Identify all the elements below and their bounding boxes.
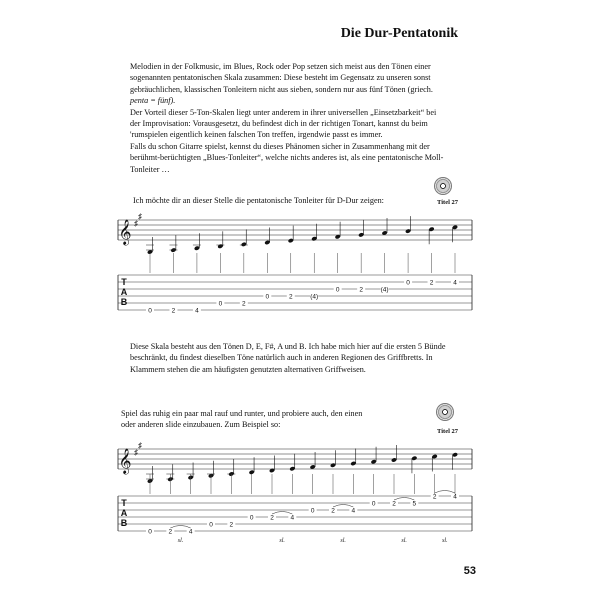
tab-fret-number: 2 [242, 300, 246, 308]
slide-mark: sl. [401, 538, 407, 544]
slide-paragraph-line: oder anderen slide einzubauen. Zum Beispiel so: [121, 420, 281, 429]
tab-fret-number: 2 [429, 279, 434, 287]
tab-fret-number: 2 [288, 293, 293, 301]
tab-fret-number: 2 [392, 500, 396, 508]
paragraph-line: Diese Skala besteht aus den Tönen D, E, F#, A und B. Ich habe mich hier auf die ersten 5 Bünde [130, 342, 446, 351]
tab-fret-number: (4) [310, 293, 319, 301]
intro-line: Falls du schon Gitarre spielst, kennst du dieses Phänomen sicher in Zusammenhang mit der [130, 141, 430, 151]
tab-clef-letter: T [121, 277, 127, 287]
tab-fret-number: 2 [270, 514, 274, 522]
tab-fret-number: 2 [359, 286, 363, 294]
key-signature-sharp-icon: ♯ [134, 219, 138, 228]
treble-clef-icon: 𝄞 [118, 219, 132, 244]
tab-fret-number: 0 [406, 279, 410, 287]
slide-mark: sl. [177, 538, 184, 544]
tab-fret-number: 2 [229, 521, 234, 529]
tab-fret-number: 0 [265, 293, 270, 301]
intro-line: sogenannten pentatonischen Skala zusammen: Diese besteht im Gegensatz zu unseren sonst [130, 73, 431, 83]
intro-line: penta = fünf). [130, 96, 176, 106]
slide-mark: sl. [442, 538, 448, 544]
tab-fret-number: 0 [148, 528, 152, 536]
tab-fret-number: 0 [371, 500, 376, 508]
intro-line: berühmt-berüchtigten „Blues-Tonleiter“, welche nichts anderes ist, als eine pentatonische Moll- [130, 153, 444, 163]
cd-track-label: Titel 27 [437, 428, 459, 435]
tab-fret-number: 4 [351, 507, 356, 515]
tab-fret-number: (4) [380, 286, 389, 294]
intro-line: Melodien in der Folkmusic, im Blues, Rock oder Pop setzen sich meist aus den Tönen einer [130, 62, 431, 71]
intro-line: gebräuchlichen, klassischen Tonleitern nicht aus sieben, sondern nur aus fünf Tönen (griech. [130, 84, 433, 94]
intro-line: Tonleiter … [130, 164, 170, 174]
tab-fret-number: 2 [171, 307, 176, 315]
tab-fret-number: 2 [331, 507, 335, 515]
tab-fret-number: 4 [453, 279, 457, 287]
key-signature-sharp-icon: ♯ [138, 212, 142, 221]
key-signature-sharp-icon: ♯ [134, 448, 138, 457]
intro-line: Der Vorteil dieser 5-Ton-Skalen liegt unter anderem in ihrer universellen „Einsetzbarkeit“ bei [130, 107, 437, 117]
tab-clef-letter: B [120, 518, 128, 528]
slide-mark: sl. [340, 538, 346, 544]
intro-line: der Improvisation: Vorausgesetzt, du befindest dich in der richtigen Tonart, kannst du beim [130, 119, 428, 129]
page-number: 53 [463, 565, 476, 577]
tab-fret-number: 0 [310, 507, 315, 515]
example1-lead-text: Ich möchte dir an dieser Stelle die pentatonische Tonleiter für D-Dur zeigen: [133, 196, 384, 205]
tab-fret-number: 0 [209, 521, 213, 529]
tab-fret-number: 0 [148, 307, 152, 315]
tab-clef-letter: A [120, 508, 128, 518]
paragraph-line: beschränkt, du findest dieselben Töne natürlich auch in anderen Regionen des Griffbretts. In [130, 353, 433, 363]
intro-line: 'rumspielen eigentlich keinen falschen Ton treffen, irgendwie passt es immer. [130, 130, 383, 140]
tab-fret-number: 4 [453, 493, 457, 501]
tab-clef-letter: B [120, 297, 128, 307]
tab-fret-number: 0 [218, 300, 223, 308]
tab-fret-number: 4 [290, 514, 295, 522]
tab-fret-number: 4 [188, 528, 193, 536]
tab-fret-number: 2 [168, 528, 173, 536]
tab-clef-letter: A [120, 287, 128, 297]
key-signature-sharp-icon: ♯ [138, 441, 142, 450]
tab-fret-number: 5 [412, 500, 417, 508]
cd-track-label: Titel 27 [437, 199, 459, 206]
treble-clef-icon: 𝄞 [118, 448, 132, 473]
tab-fret-number: 4 [195, 307, 199, 315]
page-title: Die Dur-Pentatonik [340, 26, 458, 41]
slide-paragraph-line: Spiel das ruhig ein paar mal rauf und runter, und probiere auch, den einen [121, 409, 363, 418]
tab-fret-number: 0 [249, 514, 254, 522]
paragraph-line: Klammern stehen die am häufigsten genutzten alternativen Griffweisen. [130, 364, 366, 374]
slide-mark: sl. [279, 538, 285, 544]
tab-fret-number: 0 [335, 286, 340, 294]
tab-clef-letter: T [121, 498, 127, 508]
tab-fret-number: 2 [432, 493, 437, 501]
